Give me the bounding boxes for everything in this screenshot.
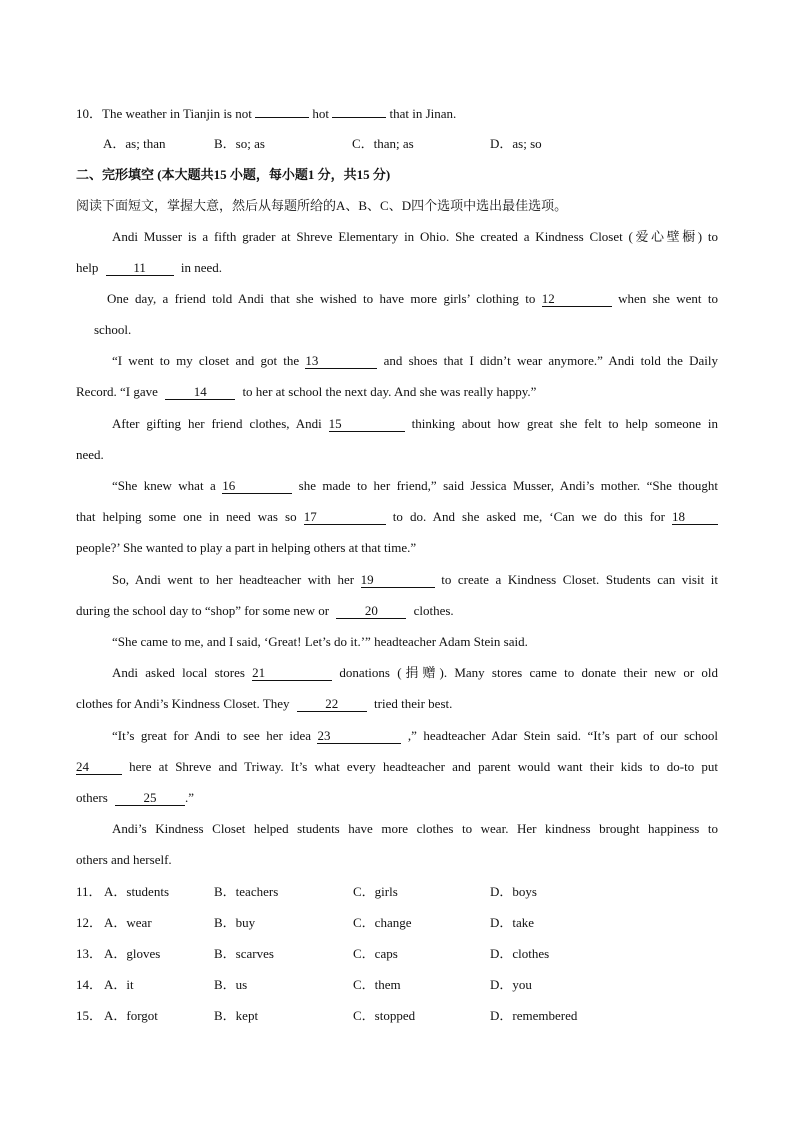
passage-line: Andi asked local stores 21 donations (捐赠). Many stores came to donate their new or old [112,665,719,680]
choice-b: B．kept [214,1008,259,1023]
choice-d: D．boys [490,884,537,899]
choice-number: 14． [76,977,103,992]
choice-a: A．it [104,977,134,992]
choice-c: C．girls [353,884,398,899]
passage-line: “She knew what a 16 she made to her friend,” said Jessica Musser, Andi’s mother. “She thought [112,478,719,493]
passage-line: others 25 .” [76,790,195,805]
passage-line: Andi Musser is a fifth grader at Shreve Elementary in Ohio. She created a Kindness Closet (爱心壁橱) to [112,229,718,244]
passage-line: need. [76,447,104,462]
q10-stem: 10．The weather in Tianjin is not hot that in Jinan. [76,106,457,121]
choice-d: D．you [490,977,532,992]
gap-24: 24 [76,760,122,775]
passage-line: clothes for Andi’s Kindness Closet. They 22 tried their best. [76,696,453,711]
choice-c: C．change [353,915,412,930]
choice-number: 13． [76,946,103,961]
section-title: 二、完形填空 (本大题共15 小题，每小题1 分，共15 分) [76,167,391,182]
q10-option-d: D．as; so [490,136,542,151]
section-instruction: 阅读下面短文，掌握大意，然后从每题所给的A、B、C、D四个选项中选出最佳选项。 [76,198,568,213]
gap-13: 13 [305,354,377,369]
q10-blank-1 [255,105,309,118]
passage-line: during the school day to “shop” for some new or 20 clothes. [76,603,454,618]
gap-19: 19 [361,573,435,588]
gap-14: 14 [165,385,235,400]
passage-line: “I went to my closet and got the 13 and shoes that I didn’t wear anymore.” Andi told the Daily [112,353,719,368]
q10-option-a: A．as; than [103,136,166,151]
passage-line: school. [94,322,132,337]
choice-b: B．teachers [214,884,279,899]
passage-line: that helping some one in need was so 17 to do. And she asked me, ‘Can we do this for 18 [76,509,718,525]
gap-16: 16 [222,479,292,494]
choice-d: D．clothes [490,946,550,961]
choice-b: B．buy [214,915,256,930]
gap-25: 25 [115,791,185,806]
choice-c: C．stopped [353,1008,416,1023]
gap-18: 18 [672,510,718,525]
passage-line: Andi’s Kindness Closet helped students have more clothes to wear. Her kindness brought happiness to [112,821,718,836]
choice-a: A．wear [104,915,152,930]
passage-line: others and herself. [76,852,172,867]
passage-line: One day, a friend told Andi that she wished to have more girls’ clothing to 12 when she went to [107,291,718,306]
passage-line: So, Andi went to her headteacher with her 19 to create a Kindness Closet. Students can visit it [112,572,719,587]
gap-15: 15 [329,417,405,432]
gap-23: 23 [317,729,401,744]
gap-17: 17 [304,510,386,525]
passage-line: “It’s great for Andi to see her idea 23 ,” headteacher Adar Stein said. “It’s part of our school [112,728,719,743]
choice-a: A．forgot [104,1008,158,1023]
passage-line: Record. “I gave 14 to her at school the next day. And she was really happy.” [76,384,537,399]
choice-b: B．us [214,977,248,992]
q10-option-c: C．than; as [352,136,414,151]
passage-line: “She came to me, and I said, ‘Great! Let’s do it.’” headteacher Adam Stein said. [112,634,528,649]
choice-number: 15． [76,1008,103,1023]
choice-c: C．them [353,977,401,992]
gap-21: 21 [252,666,332,681]
gap-22: 22 [297,697,367,712]
choice-d: D．take [490,915,535,930]
choice-d: D．remembered [490,1008,578,1023]
gap-11: 11 [106,261,174,276]
passage-line: After gifting her friend clothes, Andi 15 thinking about how great she felt to help someone in [112,416,719,431]
q10-option-b: B．so; as [214,136,265,151]
q10-blank-2 [332,105,386,118]
choice-a: A．gloves [104,946,161,961]
passage-line: people?’ She wanted to play a part in helping others at that time.” [76,540,417,555]
gap-20: 20 [336,604,406,619]
choice-b: B．scarves [214,946,274,961]
choice-number: 11． [76,884,102,899]
passage-line: 24 here at Shreve and Triway. It’s what every headteacher and parent would want their kids to do-to put [76,759,719,774]
choice-c: C．caps [353,946,398,961]
gap-12: 12 [542,292,612,307]
choice-a: A．students [104,884,170,899]
choice-number: 12． [76,915,103,930]
passage-line: help 11 in need. [76,260,223,275]
